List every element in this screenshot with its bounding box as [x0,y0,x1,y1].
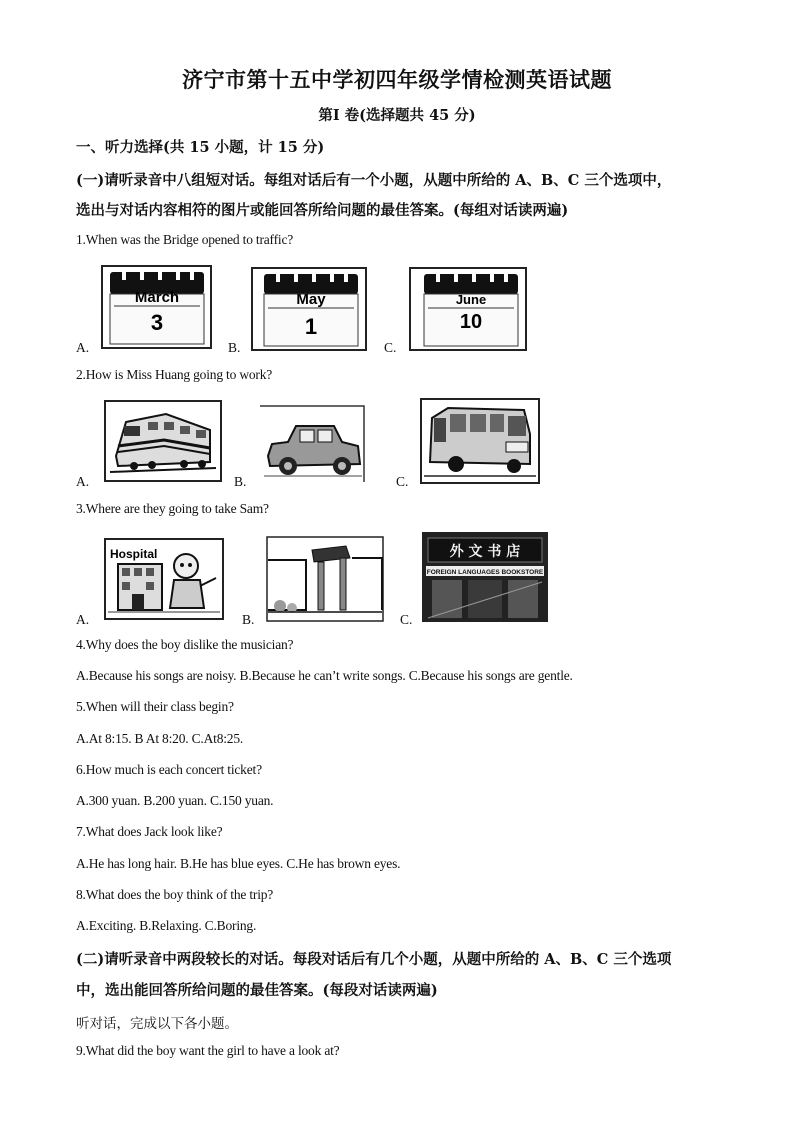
calendar-month: March [134,289,180,306]
question-5: 5.When will their class begin? [76,699,234,714]
calendar-day: 3 [150,310,164,335]
bookstore-sign-cn: 外 文 书 店 [449,544,521,560]
hospital-sign: Hospital [110,547,158,561]
paper-subtitle: 第Ⅰ 卷(选择题共 45 分) [318,107,476,124]
q2-option-a-label: A. [76,474,90,489]
part1-instruction-line1: (一)请听录音中八组短对话。每组对话后有一个小题，从题中所给的 A、B、C 三个选项中， [76,172,672,189]
question-6: 6.How much is each concert ticket? [76,762,262,777]
q1-option-a-label: A. [76,340,90,355]
q3-option-a-hospital [104,538,224,620]
q1-option-b-label: B. [228,340,241,355]
question-2: 2.How is Miss Huang going to work? [76,367,273,382]
q3-option-a-label: A. [76,612,90,627]
q2-option-b-label: B. [234,474,247,489]
question-8: 8.What does the boy think of the trip? [76,887,274,902]
q1-option-c-label: C. [384,340,397,355]
calendar-day: 1 [304,314,318,339]
q2-option-b-car [258,404,366,484]
question-7: 7.What does Jack look like? [76,824,223,839]
question-7-options: A.He has long hair. B.He has blue eyes. C.He has brown eyes. [76,856,401,871]
q1-option-a-calendar [100,264,213,350]
question-5-options: A.At 8:15. B At 8:20. C.At8:25. [76,731,244,746]
question-4: 4.Why does the boy dislike the musician? [76,637,294,652]
part2-instruction: 听对话，完成以下各小题。 [76,1016,238,1032]
question-9: 9.What did the boy want the girl to have a look at? [76,1043,340,1058]
page-title: 济宁市第十五中学初四年级学情检测英语试题 [182,67,612,92]
question-6-options: A.300 yuan. B.200 yuan. C.150 yuan. [76,793,274,808]
section-heading: 一、听力选择(共 15 小题，计 15 分) [76,139,325,156]
bookstore-sign-en: FOREIGN LANGUAGES BOOKSTORE [426,569,544,576]
q3-option-c-bookstore [422,532,548,622]
question-4-options: A.Because his songs are noisy. B.Because he can’t write songs. C.Because his songs are gentle. [76,668,573,683]
part1-instruction-line2: 选出与对话内容相符的图片或能回答所给问题的最佳答案。(每组对话读两遍) [76,202,569,219]
question-1: 1.When was the Bridge opened to traffic? [76,232,294,247]
part2-instruction-line1: (二)请听录音中两段较长的对话。每段对话后有几个小题，从题中所给的 A、B、C 三个选项 [76,951,672,968]
q1-option-c-calendar [408,266,528,352]
calendar-month: May [296,291,326,308]
q2-option-c-label: C. [396,474,409,489]
q2-option-a-train [104,400,222,482]
q1-option-b-calendar [250,266,368,352]
q3-option-b-park-gate [266,536,384,622]
part2-instruction-line2: 中，选出能回答所给问题的最佳答案。(每段对话读两遍) [76,982,438,999]
calendar-day: 10 [459,311,483,333]
q3-option-b-label: B. [242,612,255,627]
calendar-month: June [455,292,487,307]
q2-option-c-bus [420,398,540,484]
q3-option-c-label: C. [400,612,413,627]
question-3: 3.Where are they going to take Sam? [76,501,269,516]
question-8-options: A.Exciting. B.Relaxing. C.Boring. [76,918,257,933]
